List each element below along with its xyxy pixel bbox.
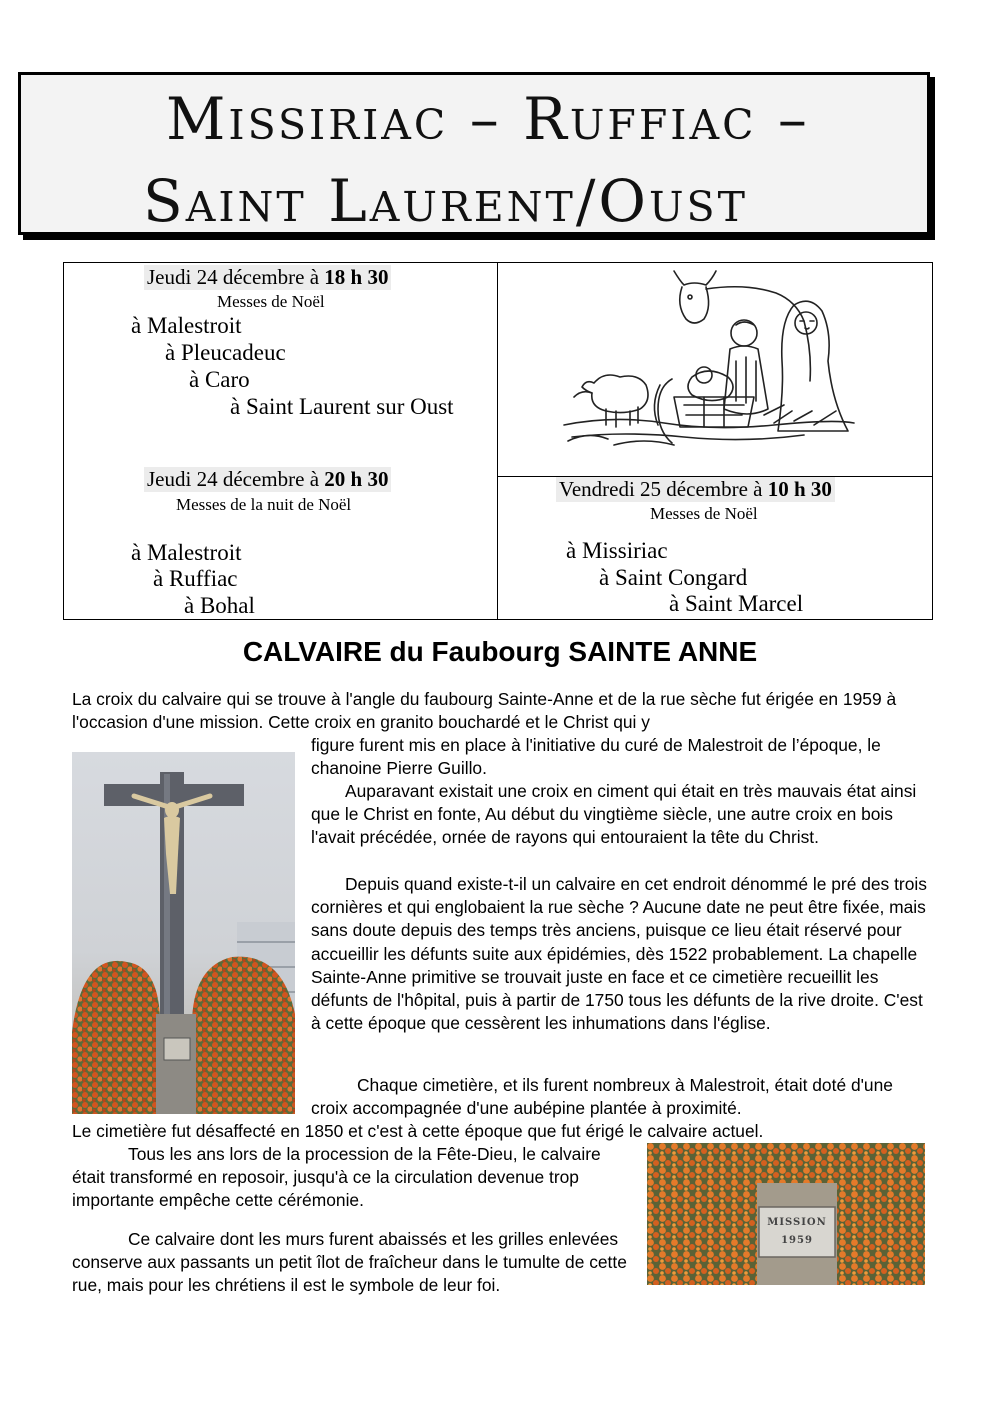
mass-subtitle-1: Messes de Noël (217, 292, 325, 311)
mass-time: 20 h 30 (324, 467, 389, 491)
mass-place: à Saint Laurent sur Oust (230, 394, 454, 419)
nativity-illustration (554, 265, 864, 470)
paragraph-text: Ce calvaire dont les murs furent abaissés et les grilles enlevées conserve aux passants un petit îlot de fraîcheur dans le tumulte de cette rue, mais pour les chrétiens il est le symbole de leur foi. (72, 1229, 627, 1296)
mass-date: Jeudi 24 décembre à (147, 265, 325, 289)
mass-schedule-table (63, 262, 933, 620)
article-paragraph-1-intro: La croix du calvaire qui se trouve à l'angle du faubourg Sainte-Anne et de la rue sèche fut érigée en 1959 à l'occasion d'une mission. Cette croix en granito bouchardé et le Christ qui y (72, 689, 897, 733)
mass-place: à Missiriac (566, 538, 668, 563)
mass-place: à Malestroit (131, 313, 242, 338)
mass-place: à Ruffiac (153, 566, 238, 591)
mass-place: à Pleucadeuc (165, 340, 286, 365)
paragraph-text: Depuis quand existe-t-il un calvaire en cet endroit dénommé le pré des trois cornières et qui englobaient la rue sèche ? Aucune date ne peut être fixée, mais sans doute depuis des temps très anciens, puisque ce lieu était réservé pour accueillir les défunts suite aux épidémies, dès 1522 probablement. La chapelle Sainte-Anne primitive se trouvait juste en face et ce cimetière recueillit les défunts de l'hôpital, puis à partir de 1750 tous les défunts de la rive droite. C'est à cette époque que cessèrent les inhumations dans l'église. (311, 874, 927, 1034)
mass-heading-2 (144, 467, 391, 492)
mass-time: 18 h 30 (324, 265, 389, 289)
article-title: CALVAIRE du Faubourg SAINTE ANNE (242, 636, 758, 667)
mass-place: à Caro (189, 367, 250, 392)
header-banner (18, 72, 930, 235)
paragraph-text: Chaque cimetière, et ils furent nombreux à Malestroit, était doté d'une croix accompagnée d'une aubépine plantée à proximité. (311, 1075, 893, 1119)
article-paragraph-4 (311, 1074, 931, 1120)
paragraph-text: Tous les ans lors de la procession de la Fête-Dieu, le calvaire était transformé en reposoir, jusqu'à ce la circulation devenue trop importante empêche cette cérémonie. (72, 1144, 601, 1211)
mission-plaque-photo (647, 1143, 925, 1285)
article-paragraph-5 (72, 1143, 627, 1213)
table-divider (497, 263, 498, 619)
plaque-text-mission: MISSION (767, 1217, 827, 1228)
mass-subtitle-3: Messes de Noël (650, 504, 758, 523)
header-title-line1: Missiriac – Ruffiac – (166, 85, 810, 153)
mass-heading-3 (556, 477, 835, 502)
plaque-text-year: 1959 (781, 1235, 813, 1246)
calvary-cross-photo (72, 752, 295, 1114)
article-paragraph-6 (72, 1228, 632, 1298)
mass-subtitle-2: Messes de la nuit de Noël (176, 495, 352, 514)
mass-place: à Bohal (184, 593, 255, 618)
mass-date: Vendredi 25 décembre à (559, 477, 768, 501)
paragraph-text: Auparavant existait une croix en ciment qui était en très mauvais état ainsi que le Christ en fonte, Au début du vingtième siècle, une autre croix en bois l'avait précédée, ornée de rayons qui entouraient la tête du Christ. (311, 781, 917, 848)
mass-place: à Malestroit (131, 540, 242, 565)
mass-place: à Saint Marcel (669, 591, 804, 616)
mass-place: à Saint Congard (599, 565, 748, 590)
article-paragraph-1-rest: figure furent mis en place à l'initiative du curé de Malestroit de l’époque, le chanoine Pierre Guillo. (311, 735, 881, 779)
header-title-line2: Saint Laurent/Oust (143, 167, 748, 235)
article-paragraph-3 (311, 873, 931, 1035)
mass-date: Jeudi 24 décembre à (147, 467, 325, 491)
article-paragraph-2 (311, 780, 931, 850)
mass-time: 10 h 30 (767, 477, 832, 501)
mass-heading-1 (144, 265, 391, 290)
article-paragraph-4-end: Le cimetière fut désaffecté en 1850 et c'est à cette époque que fut érigé le calvaire actuel. (72, 1121, 764, 1141)
